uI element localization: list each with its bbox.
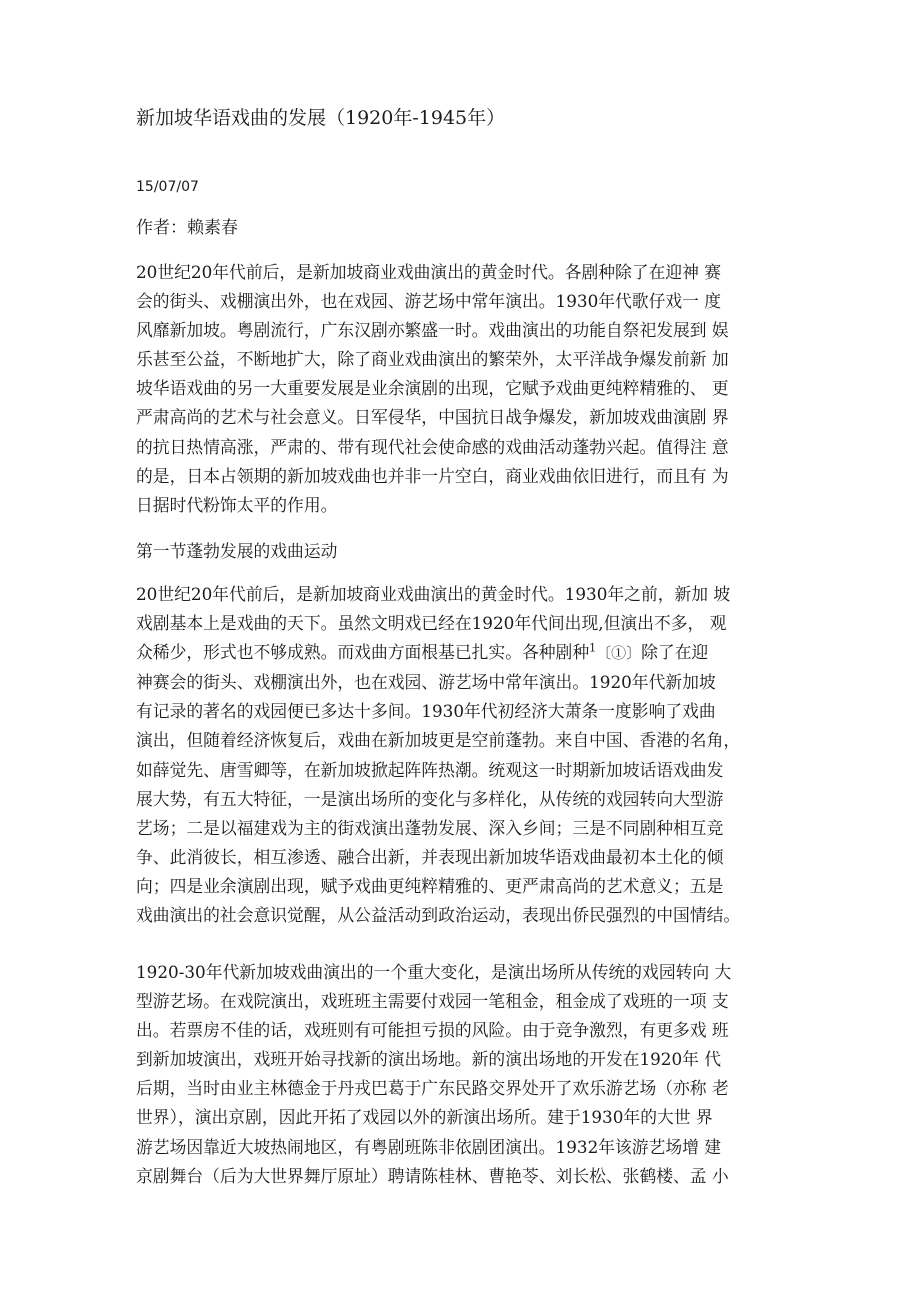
paragraph-line: 后期，当时由业主林德金于丹戎巴葛于广东民路交界处开了欢乐游艺场（亦称 老 xyxy=(136,1078,729,1099)
paragraph-section-one xyxy=(136,580,796,930)
paragraph-venues xyxy=(136,958,796,1191)
paragraph-line: 神赛会的街头、戏棚演出外，也在戏园、游艺场中常年演出。1920年代新加坡 xyxy=(136,672,716,693)
author-line: 作者：赖素春 xyxy=(136,218,238,238)
paragraph-line: 严肃高尚的艺术与社会意义。日军侵华，中国抗日战争爆发，新加坡戏曲演剧 界 xyxy=(136,407,729,428)
paragraph-line: 展大势，有五大特征，一是演出场所的变化与多样化，从传统的戏园转向大型游 xyxy=(136,788,724,809)
line-text: 众稀少，形式也不够成熟。而戏曲方面根基已扎实。各种剧种 xyxy=(136,642,590,663)
paragraph-line: 坡华语戏曲的另一大重要发展是业余演剧的出现，它赋予戏曲更纯粹精雅的、 更 xyxy=(136,378,729,399)
paragraph-line: 戏曲演出的社会意识觉醒，从公益活动到政治运动，表现出侨民强烈的中国情结。 xyxy=(136,905,741,926)
paragraph-line: 演出，但随着经济恢复后，戏曲在新加坡更是空前蓬勃。来自中国、香港的名角， xyxy=(136,730,741,751)
paragraph-intro xyxy=(136,258,796,520)
paragraph-line: 型游艺场。在戏院演出，戏班班主需要付戏园一笔租金，租金成了戏班的一项 支 xyxy=(136,991,729,1012)
paragraph-line: 乐甚至公益，不断地扩大，除了商业戏曲演出的繁荣外，太平洋战争爆发前新 加 xyxy=(136,349,729,370)
paragraph-line: 会的街头、戏棚演出外，也在戏园、游艺场中常年演出。1930年代歌仔戏一 度 xyxy=(136,291,722,312)
paragraph-line: 风靡新加坡。粤剧流行，广东汉剧亦繁盛一时。戏曲演出的功能自祭祀发展到 娱 xyxy=(136,320,729,341)
paragraph-line: 20世纪20年代前后，是新加坡商业戏曲演出的黄金时代。1930年之前，新加 坡 xyxy=(136,584,731,604)
paragraph-line: 京剧舞台（后为大世界舞厅原址）聘请陈桂林、曹艳苓、刘长松、张鹤楼、孟 小 xyxy=(136,1165,729,1186)
paragraph-line: 到新加坡演出，戏班开始寻找新的演出场地。新的演出场地的开发在1920年 代 xyxy=(136,1049,722,1070)
paragraph-line: 艺场；二是以福建戏为主的街戏演出蓬勃发展、深入乡间；三是不同剧种相互竞 xyxy=(136,817,724,838)
paragraph-line: 如薛觉先、唐雪卿等，在新加坡掀起阵阵热潮。统观这一时期新加坡话语戏曲发 xyxy=(136,759,724,780)
paragraph-line: 戏剧基本上是戏曲的天下。虽然文明戏已经在1920年代间出现,但演出不多， 观 xyxy=(136,613,727,634)
paragraph-line: 向；四是业余演剧出现，赋予戏曲更纯粹精雅的、更严肃高尚的艺术意义；五是 xyxy=(136,875,724,896)
publish-date: 15/07/07 xyxy=(136,179,199,195)
footnote-circle-mark[interactable]: 〔①〕 xyxy=(596,644,642,663)
paragraph-line: 世界），演出京剧，因此开拓了戏园以外的新演出场所。建于1930年的大世 界 xyxy=(136,1107,713,1128)
paragraph-line: 的是，日本占领期的新加坡戏曲也并非一片空白，商业戏曲依旧进行，而且有 为 xyxy=(136,465,729,486)
paragraph-line: 游艺场因靠近大坡热闹地区，有粤剧班陈非依剧团演出。1932年该游艺场增 建 xyxy=(136,1136,722,1157)
paragraph-line-with-footnote xyxy=(136,638,796,668)
paragraph-line: 1920-30年代新加坡戏曲演出的一个重大变化，是演出场所从传统的戏园转向 大 xyxy=(136,962,732,982)
paragraph-line: 的抗日热情高涨，严肃的、带有现代社会使命感的戏曲活动蓬勃兴起。值得注 意 xyxy=(136,436,729,457)
footnote-marker[interactable]: 1 xyxy=(589,641,597,655)
paragraph-line: 出。若票房不佳的话，戏班则有可能担亏损的风险。由于竞争激烈，有更多戏 班 xyxy=(136,1020,729,1041)
paragraph-line: 有记录的著名的戏园便已多达十多间。1930年代初经济大萧条一度影响了戏曲 xyxy=(136,701,716,722)
paragraph-line: 20世纪20年代前后，是新加坡商业戏曲演出的黄金时代。各剧种除了在迎神 赛 xyxy=(136,262,722,282)
paragraph-line: 争、此消彼长，相互渗透、融合出新，并表现出新加坡华语戏曲最初本土化的倾 xyxy=(136,846,724,867)
section-heading: 第一节蓬勃发展的戏曲运动 xyxy=(136,541,338,561)
document-title: 新加坡华语戏曲的发展（1920年-1945年） xyxy=(136,107,506,129)
paragraph-line: 日据时代粉饰太平的作用。 xyxy=(136,494,338,515)
line-text: 除了在迎 xyxy=(641,642,709,663)
